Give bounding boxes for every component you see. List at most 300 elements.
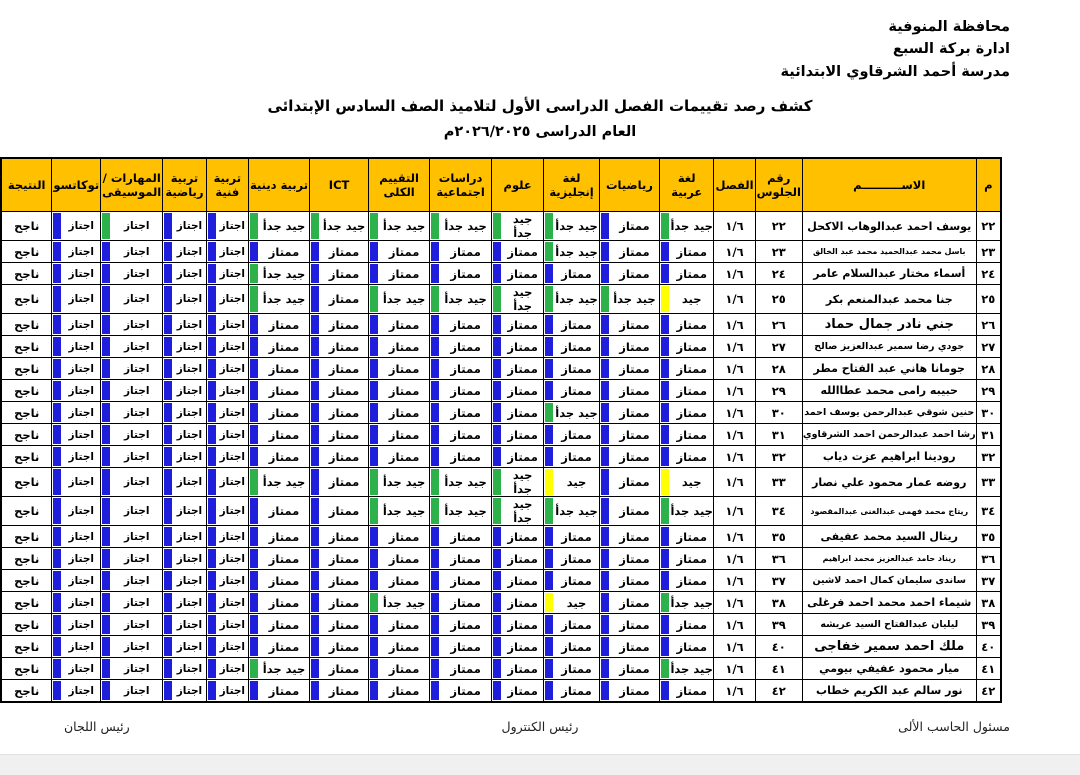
- grade-text: جيد جدأ: [262, 266, 306, 281]
- student-name-cell: ميار محمود عفيفي بيومي: [802, 658, 976, 680]
- grade-cell-art: [206, 526, 248, 548]
- grade-color-strip: [431, 659, 439, 678]
- grade-text: ممتاز: [328, 661, 360, 676]
- grade-text: ممتاز: [268, 639, 300, 654]
- grade-text: ممتاز: [450, 361, 481, 376]
- grade-cell-overall: [369, 314, 430, 336]
- grade-cell-art: [206, 358, 248, 380]
- grade-cell-skills: [101, 212, 163, 241]
- class-cell: ١/٦: [714, 358, 755, 380]
- grade-cell-art: [206, 592, 248, 614]
- grade-cell-art: [206, 285, 248, 314]
- grade-text: اجتاز: [219, 340, 246, 353]
- result-cell: ناجح: [1, 468, 52, 497]
- grade-text: ممتاز: [268, 405, 300, 420]
- grade-cell-science: [492, 212, 544, 241]
- grade-cell-science: [492, 548, 544, 570]
- student-row: [1, 285, 1001, 314]
- grade-cell-english: [544, 526, 600, 548]
- grade-cell-math: [599, 314, 659, 336]
- grade-cell-pe: [163, 548, 206, 570]
- serial-cell: ٣٩: [976, 614, 1001, 636]
- grade-color-strip: [493, 315, 501, 334]
- grade-text: ممتاز: [619, 219, 650, 233]
- student-name-cell: باسل محمد عبدالحميد محمد عبد الخالق: [802, 241, 976, 263]
- grade-text: جيد جدأ: [382, 475, 426, 489]
- grade-cell-arabic: [660, 402, 714, 424]
- grade-cell-tokatsu: [52, 402, 101, 424]
- col-header-math: رياضيات: [599, 158, 659, 212]
- grade-text: ممتاز: [507, 317, 538, 332]
- grade-color-strip: [493, 213, 501, 239]
- grade-text: ممتاز: [619, 405, 650, 420]
- grade-cell-english: [544, 424, 600, 446]
- grade-text: اجتاز: [123, 574, 150, 587]
- grade-text: ممتاز: [676, 244, 707, 259]
- grade-text: ممتاز: [676, 361, 707, 376]
- grade-text: اجتاز: [176, 505, 203, 517]
- grade-cell-math: [599, 468, 659, 497]
- grade-text: اجتاز: [123, 476, 150, 488]
- serial-cell: ٢٤: [976, 263, 1001, 285]
- class-cell: ١/٦: [714, 263, 755, 285]
- student-name-cell: روضه عمار محمود علي نصار: [802, 468, 976, 497]
- grade-color-strip: [208, 213, 216, 239]
- grade-cell-ict: [310, 402, 369, 424]
- grade-cell-arabic: [660, 446, 714, 468]
- seat-number-cell: ٢٣: [755, 241, 802, 263]
- grade-color-strip: [370, 264, 378, 283]
- grade-text: ممتاز: [676, 317, 707, 332]
- grade-text: ممتاز: [507, 361, 538, 376]
- class-cell: ١/٦: [714, 212, 755, 241]
- grade-text: ممتاز: [328, 475, 360, 489]
- grade-color-strip: [493, 527, 501, 546]
- grade-color-strip: [164, 213, 172, 239]
- grade-color-strip: [431, 286, 439, 312]
- grade-color-strip: [370, 359, 378, 378]
- seat-number-cell: ٣٩: [755, 614, 802, 636]
- col-header-overall: التقييم الكلى: [369, 158, 430, 212]
- student-row: [1, 424, 1001, 446]
- grade-color-strip: [208, 381, 216, 400]
- grade-cell-tokatsu: [52, 658, 101, 680]
- serial-cell: ٢٣: [976, 241, 1001, 263]
- grade-cell-religion: [248, 212, 309, 241]
- bottom-edge-strip: [0, 754, 1080, 775]
- grade-cell-english: [544, 241, 600, 263]
- student-name-cell: جودي رضا سمير عبدالعزيز صالح: [802, 336, 976, 358]
- grade-color-strip: [493, 498, 501, 524]
- grade-cell-social: [430, 468, 492, 497]
- seat-number-cell: ٣١: [755, 424, 802, 446]
- grade-color-strip: [102, 571, 110, 590]
- grade-text: جيد جدأ: [262, 219, 306, 233]
- grade-color-strip: [53, 498, 61, 524]
- col-header-ict: ICT: [310, 158, 369, 212]
- grade-cell-pe: [163, 212, 206, 241]
- grade-text: ممتاز: [328, 573, 360, 588]
- grade-cell-overall: [369, 446, 430, 468]
- grade-color-strip: [545, 681, 553, 700]
- grade-color-strip: [102, 637, 110, 656]
- grade-cell-skills: [101, 680, 163, 703]
- grade-cell-overall: [369, 358, 430, 380]
- serial-cell: ٤٠: [976, 636, 1001, 658]
- grade-cell-religion: [248, 380, 309, 402]
- grade-color-strip: [431, 381, 439, 400]
- grade-cell-religion: [248, 336, 309, 358]
- grade-cell-arabic: [660, 336, 714, 358]
- grade-cell-pe: [163, 380, 206, 402]
- seat-number-cell: ٣٧: [755, 570, 802, 592]
- student-row: [1, 314, 1001, 336]
- grade-cell-ict: [310, 680, 369, 703]
- student-row: [1, 263, 1001, 285]
- grade-text: ممتاز: [561, 617, 592, 632]
- grade-text: ممتاز: [328, 383, 360, 398]
- grade-text: ممتاز: [268, 617, 300, 632]
- student-name-cell: ملك احمد سمير خفاجى: [802, 636, 976, 658]
- grade-color-strip: [164, 549, 172, 568]
- grade-cell-english: [544, 497, 600, 526]
- grade-cell-religion: [248, 658, 309, 680]
- result-cell: ناجح: [1, 212, 52, 241]
- grade-color-strip: [601, 286, 609, 312]
- result-cell: ناجح: [1, 680, 52, 703]
- serial-cell: ٤١: [976, 658, 1001, 680]
- grades-table-body: [1, 212, 1001, 703]
- grade-cell-english: [544, 614, 600, 636]
- grade-cell-arabic: [660, 212, 714, 241]
- grade-cell-art: [206, 548, 248, 570]
- grade-color-strip: [370, 615, 378, 634]
- grade-text: اجتاز: [123, 406, 150, 419]
- grade-color-strip: [370, 549, 378, 568]
- grade-cell-art: [206, 263, 248, 285]
- grade-text: ممتاز: [450, 595, 481, 610]
- grade-cell-arabic: [660, 424, 714, 446]
- grade-text: اجتاز: [68, 384, 94, 397]
- grade-cell-religion: [248, 526, 309, 548]
- grade-cell-pe: [163, 636, 206, 658]
- grade-color-strip: [53, 681, 61, 700]
- grade-text: اجتاز: [219, 684, 246, 697]
- grade-text: ممتاز: [619, 551, 650, 566]
- grade-text: ممتاز: [561, 266, 592, 281]
- grade-text: ممتاز: [619, 617, 650, 632]
- grade-color-strip: [102, 681, 110, 700]
- grade-text: ممتاز: [507, 551, 538, 566]
- header-row: [1, 158, 1001, 212]
- grade-color-strip: [431, 403, 439, 422]
- grade-cell-math: [599, 636, 659, 658]
- result-cell: ناجح: [1, 424, 52, 446]
- grade-cell-science: [492, 402, 544, 424]
- grade-text: اجتاز: [176, 384, 203, 397]
- grades-table: [0, 157, 1002, 703]
- grade-cell-pe: [163, 614, 206, 636]
- grade-color-strip: [250, 637, 258, 656]
- grade-cell-art: [206, 424, 248, 446]
- student-row: [1, 658, 1001, 680]
- grade-color-strip: [164, 593, 172, 612]
- grade-color-strip: [545, 242, 553, 261]
- grade-text: جيد جدأ: [555, 219, 598, 233]
- student-name-cell: ساندى سليمان كمال احمد لاشين: [802, 570, 976, 592]
- grade-color-strip: [661, 213, 669, 239]
- grade-cell-science: [492, 285, 544, 314]
- grade-text: ممتاز: [268, 504, 300, 518]
- grade-color-strip: [250, 549, 258, 568]
- col-header-class: الفصل: [714, 158, 755, 212]
- grade-text: ممتاز: [388, 617, 420, 632]
- grade-color-strip: [661, 403, 669, 422]
- col-header-serial: م: [976, 158, 1001, 212]
- grade-text: ممتاز: [450, 427, 481, 442]
- grade-color-strip: [102, 425, 110, 444]
- class-cell: ١/٦: [714, 614, 755, 636]
- grade-cell-skills: [101, 526, 163, 548]
- grade-text: ممتاز: [561, 427, 592, 442]
- grade-cell-tokatsu: [52, 358, 101, 380]
- grade-color-strip: [431, 549, 439, 568]
- grade-color-strip: [431, 337, 439, 356]
- grade-cell-english: [544, 658, 600, 680]
- grade-cell-overall: [369, 468, 430, 497]
- class-cell: ١/٦: [714, 570, 755, 592]
- grade-cell-pe: [163, 526, 206, 548]
- grade-color-strip: [311, 264, 319, 283]
- grade-text: ممتاز: [561, 361, 592, 376]
- grade-color-strip: [493, 549, 501, 568]
- grade-color-strip: [661, 637, 669, 656]
- grade-color-strip: [311, 637, 319, 656]
- result-cell: ناجح: [1, 336, 52, 358]
- grade-color-strip: [102, 213, 110, 239]
- col-header-science: علوم: [492, 158, 544, 212]
- class-cell: ١/٦: [714, 592, 755, 614]
- grade-text: ممتاز: [328, 266, 360, 281]
- grade-text: اجتاز: [176, 220, 203, 232]
- grade-color-strip: [370, 571, 378, 590]
- grade-color-strip: [545, 337, 553, 356]
- grade-color-strip: [661, 425, 669, 444]
- grade-text: اجتاز: [219, 384, 246, 397]
- grade-text: اجتاز: [219, 245, 246, 258]
- grade-text: ممتاز: [450, 573, 481, 588]
- seat-number-cell: ٣٨: [755, 592, 802, 614]
- grade-cell-arabic: [660, 526, 714, 548]
- grade-text: ممتاز: [507, 573, 538, 588]
- signature-committees-head: رئيس اللجان: [64, 719, 130, 734]
- grade-text: اجتاز: [68, 574, 94, 587]
- grade-text: اجتاز: [68, 220, 94, 232]
- result-cell: ناجح: [1, 614, 52, 636]
- grade-cell-social: [430, 314, 492, 336]
- result-cell: ناجح: [1, 285, 52, 314]
- grade-text: اجتاز: [219, 406, 246, 419]
- grade-color-strip: [311, 571, 319, 590]
- grade-cell-tokatsu: [52, 263, 101, 285]
- serial-cell: ٣٥: [976, 526, 1001, 548]
- grade-color-strip: [102, 549, 110, 568]
- grade-color-strip: [250, 469, 258, 495]
- student-name-cell: ريتاج محمد فهمى عبدالغنى عبدالمقصود: [802, 497, 976, 526]
- grade-color-strip: [53, 659, 61, 678]
- grade-text: ممتاز: [676, 529, 707, 544]
- grade-cell-overall: [369, 680, 430, 703]
- grade-cell-tokatsu: [52, 380, 101, 402]
- grade-text: ممتاز: [268, 573, 300, 588]
- grade-text: ممتاز: [268, 449, 300, 464]
- class-cell: ١/٦: [714, 380, 755, 402]
- grade-cell-arabic: [660, 241, 714, 263]
- grade-text: ممتاز: [388, 317, 420, 332]
- class-cell: ١/٦: [714, 241, 755, 263]
- grade-color-strip: [545, 213, 553, 239]
- grade-color-strip: [164, 637, 172, 656]
- student-row: [1, 497, 1001, 526]
- grade-color-strip: [164, 498, 172, 524]
- grade-color-strip: [545, 637, 553, 656]
- grade-color-strip: [431, 359, 439, 378]
- grade-text: ممتاز: [619, 383, 650, 398]
- col-header-religion: تربية دينية: [248, 158, 309, 212]
- grade-cell-skills: [101, 592, 163, 614]
- grade-color-strip: [208, 425, 216, 444]
- grade-color-strip: [311, 213, 319, 239]
- grade-color-strip: [102, 359, 110, 378]
- grade-color-strip: [493, 447, 501, 466]
- grade-color-strip: [431, 264, 439, 283]
- grade-cell-ict: [310, 241, 369, 263]
- student-name-cell: جنا محمد عبدالمنعم بكر: [802, 285, 976, 314]
- grade-color-strip: [545, 359, 553, 378]
- grade-cell-religion: [248, 548, 309, 570]
- grade-text: اجتاز: [68, 662, 94, 675]
- grade-color-strip: [208, 615, 216, 634]
- grade-cell-skills: [101, 614, 163, 636]
- grade-text: اجتاز: [68, 552, 94, 565]
- grade-text: اجتاز: [68, 428, 94, 441]
- grade-text: ممتاز: [328, 639, 360, 654]
- grade-cell-ict: [310, 636, 369, 658]
- serial-cell: ٣٣: [976, 468, 1001, 497]
- grade-cell-overall: [369, 526, 430, 548]
- grade-text: ممتاز: [388, 449, 420, 464]
- grade-color-strip: [431, 447, 439, 466]
- grade-color-strip: [545, 381, 553, 400]
- grade-cell-math: [599, 285, 659, 314]
- grade-cell-english: [544, 446, 600, 468]
- grade-cell-tokatsu: [52, 446, 101, 468]
- grade-color-strip: [311, 381, 319, 400]
- grade-text: اجتاز: [68, 245, 94, 258]
- class-cell: ١/٦: [714, 526, 755, 548]
- grade-cell-math: [599, 680, 659, 703]
- grade-cell-pe: [163, 314, 206, 336]
- grade-cell-pe: [163, 241, 206, 263]
- grade-color-strip: [102, 498, 110, 524]
- grade-cell-social: [430, 380, 492, 402]
- grade-cell-arabic: [660, 468, 714, 497]
- grade-text: ممتاز: [507, 595, 538, 610]
- grade-color-strip: [601, 337, 609, 356]
- seat-number-cell: ٣٥: [755, 526, 802, 548]
- grade-color-strip: [661, 286, 669, 312]
- serial-cell: ٣٤: [976, 497, 1001, 526]
- sheet-title: كشف رصد تقييمات الفصل الدراسى الأول لتلاميذ الصف السادس الإبتدائى: [267, 97, 813, 115]
- grade-color-strip: [493, 403, 501, 422]
- student-row: [1, 548, 1001, 570]
- grade-color-strip: [102, 315, 110, 334]
- grade-color-strip: [208, 447, 216, 466]
- grade-text: اجتاز: [219, 450, 246, 463]
- grade-text: ممتاز: [268, 317, 300, 332]
- grade-text: اجتاز: [123, 552, 150, 565]
- grade-cell-art: [206, 314, 248, 336]
- grade-text: اجتاز: [176, 245, 203, 258]
- grade-cell-arabic: [660, 497, 714, 526]
- grade-text: ممتاز: [676, 551, 707, 566]
- seat-number-cell: ٢٢: [755, 212, 802, 241]
- grade-color-strip: [250, 403, 258, 422]
- grade-cell-tokatsu: [52, 314, 101, 336]
- grade-color-strip: [311, 315, 319, 334]
- grade-cell-arabic: [660, 592, 714, 614]
- grade-cell-skills: [101, 446, 163, 468]
- grade-cell-english: [544, 336, 600, 358]
- grade-text: اجتاز: [219, 293, 246, 305]
- grade-text: اجتاز: [68, 318, 94, 331]
- grade-text: ممتاز: [450, 383, 481, 398]
- grade-cell-science: [492, 358, 544, 380]
- grade-color-strip: [164, 615, 172, 634]
- result-cell: ناجح: [1, 636, 52, 658]
- grade-text: ممتاز: [388, 339, 420, 354]
- grade-color-strip: [164, 264, 172, 283]
- grade-text: اجتاز: [176, 406, 203, 419]
- grade-text: ممتاز: [561, 529, 592, 544]
- grade-color-strip: [601, 498, 609, 524]
- serial-cell: ٢٧: [976, 336, 1001, 358]
- grade-color-strip: [53, 527, 61, 546]
- grade-cell-tokatsu: [52, 285, 101, 314]
- grade-text: اجتاز: [123, 640, 150, 653]
- grade-text: اجتاز: [123, 596, 150, 609]
- grade-cell-tokatsu: [52, 497, 101, 526]
- signature-computer-officer: مسئول الحاسب الألى: [898, 719, 1010, 734]
- student-name-cell: ليليان عبدالفتاح السيد عريشه: [802, 614, 976, 636]
- grade-text: جيد جدأ: [444, 219, 487, 233]
- grade-color-strip: [601, 571, 609, 590]
- grade-cell-overall: [369, 263, 430, 285]
- grade-text: ممتاز: [619, 504, 650, 518]
- grade-color-strip: [431, 681, 439, 700]
- grade-text: اجتاز: [176, 574, 203, 587]
- grade-text: ممتاز: [388, 551, 420, 566]
- grade-cell-arabic: [660, 380, 714, 402]
- grade-color-strip: [164, 571, 172, 590]
- grade-cell-art: [206, 636, 248, 658]
- grade-text: ممتاز: [507, 266, 538, 281]
- grade-cell-pe: [163, 468, 206, 497]
- grade-cell-science: [492, 636, 544, 658]
- col-header-skills: المهارات / الموسيقى: [101, 158, 163, 212]
- grade-cell-overall: [369, 402, 430, 424]
- grade-text: ممتاز: [619, 573, 650, 588]
